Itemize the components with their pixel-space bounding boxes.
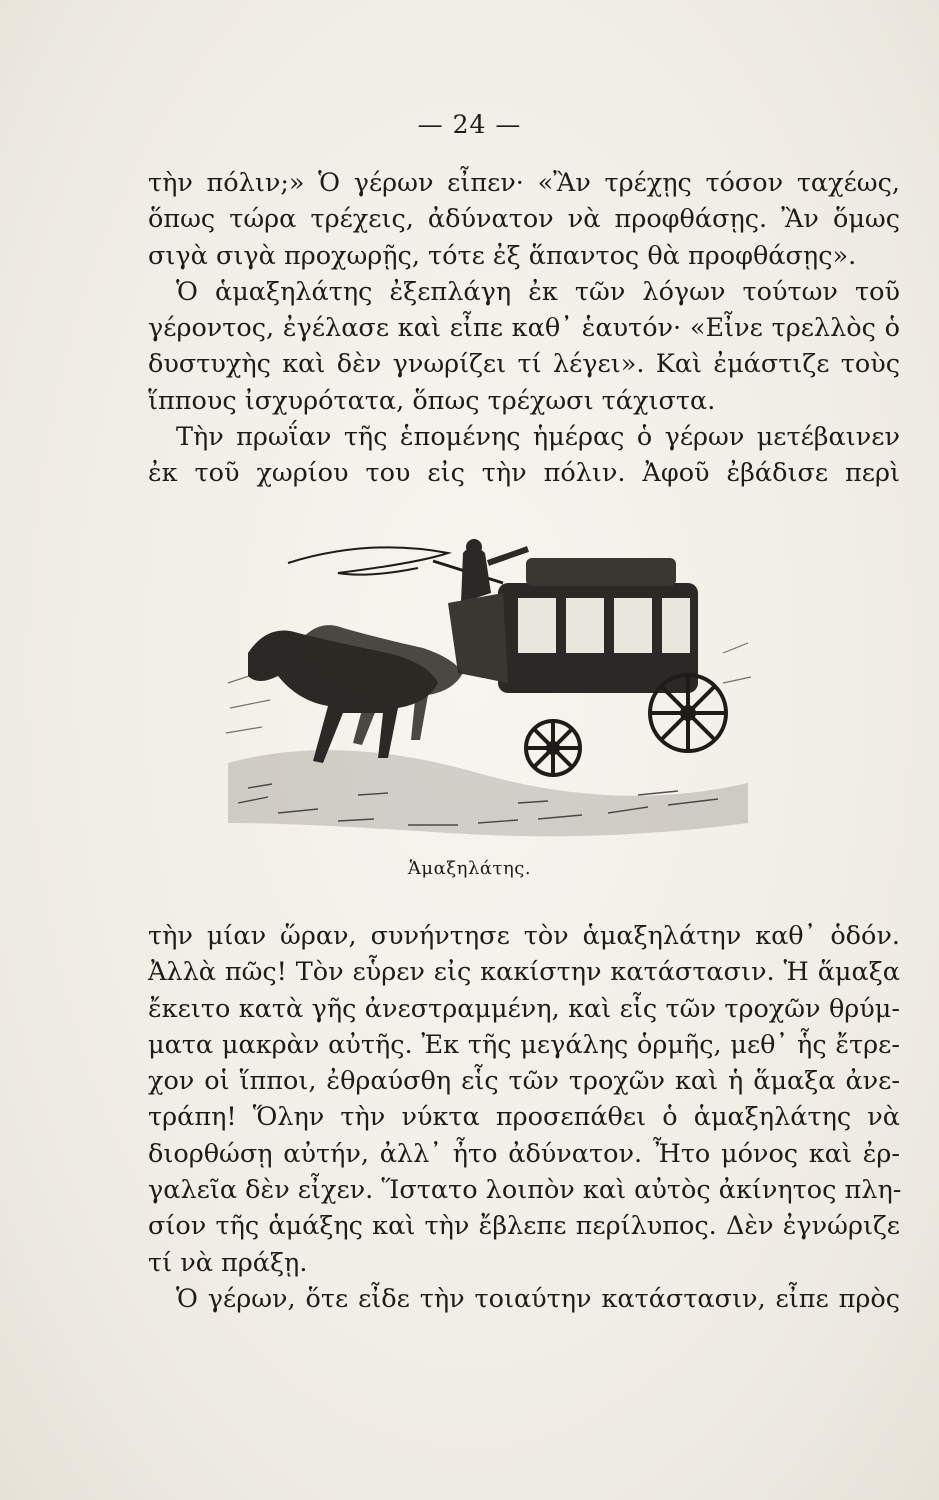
text-line: ἐκ τοῦ χωρίου του εἰς τὴν πόλιν. Ἀφοῦ ἐβάδισε περὶ <box>148 458 900 489</box>
text-line: χον οἱ ἵπποι, ἐθραύσθη εἷς τῶν τροχῶν καὶ ἡ ἅμαξα ἀνε- <box>148 1066 900 1097</box>
text-line: τράπη! Ὅλην τὴν νύκτα προσεπάθει ὁ ἁμαξηλάτης νὰ <box>148 1102 900 1133</box>
text-line: γέροντος, ἐγέλασε καὶ εἶπε καθ᾽ ἑαυτόν· «Εἶνε τρελλὸς ὁ <box>148 313 900 344</box>
text-line: Ὁ ἁμαξηλάτης ἐξεπλάγη ἐκ τῶν λόγων τούτων τοῦ <box>176 276 900 307</box>
text-line: ἵππους ἰσχυρότατα, ὅπως τρέχωσι τάχιστα. <box>148 385 716 416</box>
text-line: ματα μακρὰν αὐτῆς. Ἐκ τῆς μεγάλης ὁρμῆς, μεθ᾽ ἧς ἔτρε- <box>148 1029 900 1060</box>
page-number: — 24 — <box>417 110 522 139</box>
text-line: σίον τῆς ἁμάξης καὶ τὴν ἔβλεπε περίλυπος. Δὲν ἐγνώριζε <box>148 1211 900 1242</box>
text-line: τὴν πόλιν;» Ὁ γέρων εἶπεν· «Ἂν τρέχῃς τόσον ταχέως, <box>148 168 900 198</box>
text-line: διορθώσῃ αὐτήν, ἀλλ᾽ ἦτο ἀδύνατον. Ἦτο μόνος καὶ ἐρ- <box>148 1138 900 1169</box>
text-line: Τὴν πρωΐαν τῆς ἑπομένης ἡμέρας ὁ γέρων μετέβαινεν <box>176 422 900 453</box>
illustration-caption: Ἁμαξηλάτης. <box>407 858 532 879</box>
stagecoach-engraving <box>218 533 758 853</box>
text-line: ὅπως τώρα τρέχεις, ἀδύνατον νὰ προφθάσῃς. Ἂν ὅμως <box>148 204 900 235</box>
text-line: σιγὰ σιγὰ προχωρῇς, τότε ἐξ ἅπαντος θὰ προφθάσῃς». <box>148 240 857 271</box>
text-block-bottom <box>148 918 900 1317</box>
text-line: Ὁ γέρων, ὅτε εἶδε τὴν τοιαύτην κατάστασιν, εἶπε πρὸς <box>176 1283 900 1314</box>
text-line: τὴν μίαν ὥραν, συνήντησε τὸν ἁμαξηλάτην καθ᾽ ὁδόν. <box>148 921 900 951</box>
text-line: γαλεῖα δὲν εἶχεν. Ἵστατο λοιπὸν καὶ αὐτὸς ἀκίνητος πλη- <box>148 1175 902 1206</box>
text-line: δυστυχὴς καὶ δὲν γνωρίζει τί λέγει». Καὶ ἐμάστιζε τοὺς <box>148 349 900 380</box>
text-line: τί νὰ πράξῃ. <box>148 1247 308 1278</box>
text-block-top <box>148 165 900 492</box>
text-line: ἔκειτο κατὰ γῆς ἀνεστραμμένη, καὶ εἷς τῶν τροχῶν θρύμ- <box>148 993 900 1024</box>
text-line: Ἀλλὰ πῶς! Τὸν εὗρεν εἰς κακίστην κατάστασιν. Ἡ ἅμαξα <box>148 957 900 988</box>
